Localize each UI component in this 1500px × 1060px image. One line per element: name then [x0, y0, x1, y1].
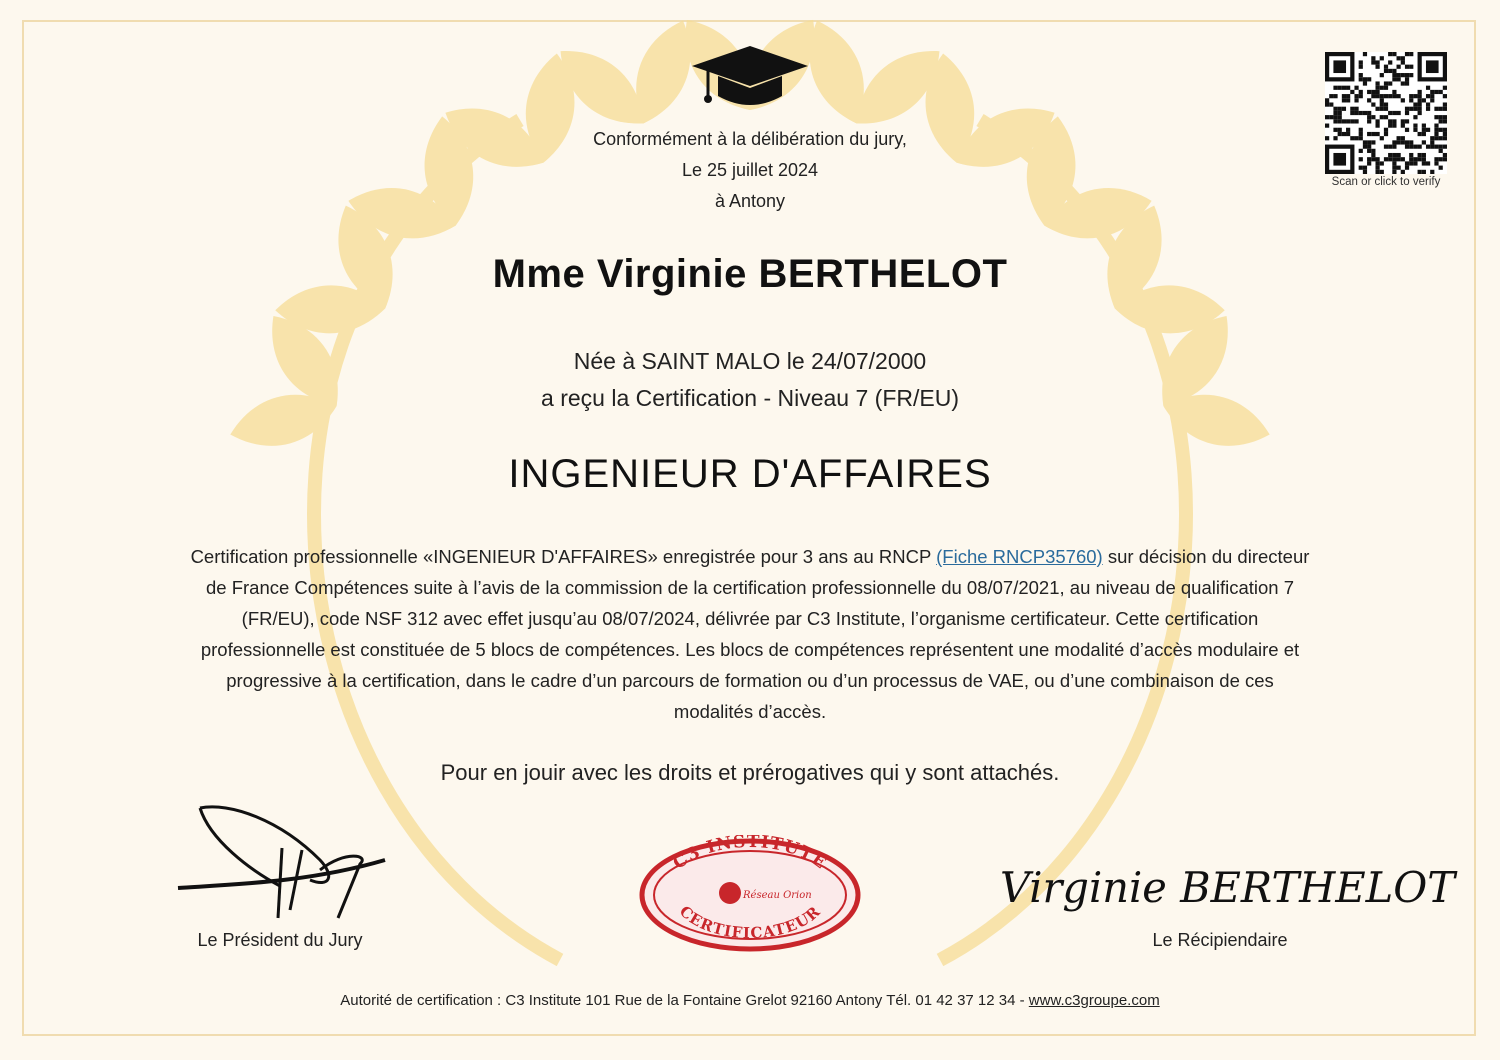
recipient-details: [0, 343, 1500, 417]
rncp-link[interactable]: (Fiche RNCP35760): [936, 546, 1103, 567]
intro-date: Le 25 juillet 2024: [681, 160, 819, 180]
recipient-signature: [1000, 850, 1460, 920]
graduation-cap-icon: [690, 44, 810, 114]
qr-caption[interactable]: Scan or click to verify: [1331, 176, 1441, 188]
website-link[interactable]: www.c3groupe.com: [1028, 992, 1160, 1009]
recipient-label: Le Récipiendaire: [1152, 930, 1288, 950]
jury-deliberation: [0, 124, 1500, 217]
stamp-middle-text: Réseau Orion: [743, 890, 812, 901]
rights-statement: Pour en jouir avec les droits et prérogatives qui y sont attachés.: [440, 760, 1060, 785]
footer-text: Autorité de certification : C3 Institute 101 Rue de la Fontaine Grelot 92160 Antony Tél. 01 42 37 12 34 -: [340, 992, 1029, 1009]
c3-institute-stamp: [635, 835, 865, 955]
recipient-name: Mme Virginie BERTHELOT: [492, 252, 1008, 296]
president-label: Le Président du Jury: [197, 930, 363, 950]
intro-line-1: Conformément à la délibération du jury,: [593, 129, 907, 149]
recipient-signature-text: Virginie BERTHELOT: [1000, 863, 1458, 912]
footer: [0, 992, 1500, 1009]
stamp-bottom-text: CERTIFICATEUR: [675, 902, 825, 943]
certification-title: INGENIEUR D'AFFAIRES: [508, 452, 992, 496]
intro-place: à Antony: [714, 191, 786, 211]
description-part-1: Certification professionnelle «INGENIEUR D'AFFAIRES» enregistrée pour 3 ans au RNCP: [190, 546, 937, 567]
description-part-2: sur décision du directeur de France Compétences suite à l’avis de la commission de la certification professionnelle du 08/07/2021, au niveau de qualification 7 (FR/EU), code NSF 312 avec effet jusqu’au 08/07/2024, délivrée par C3 Institute, l’organisme certificateur. Cette certification professionnelle est constituée de 5 blocs de compétences. Les blocs de compétences représentent une modalité d’accès modulaire et progressive à la certification, dans le cadre d’un parcours de formation ou d’un processus de VAE, ou d’une combinaison de ces modalités d’accès.: [200, 546, 1310, 722]
certification-level: a reçu la Certification - Niveau 7 (FR/EU): [541, 385, 959, 411]
birth-info: Née à SAINT MALO le 24/07/2000: [573, 348, 927, 374]
certification-description: [185, 541, 1315, 727]
stamp-top-text: C3 INSTITUTE: [669, 835, 831, 874]
verification-qr-code[interactable]: [1325, 52, 1447, 174]
president-signature: [170, 800, 390, 930]
